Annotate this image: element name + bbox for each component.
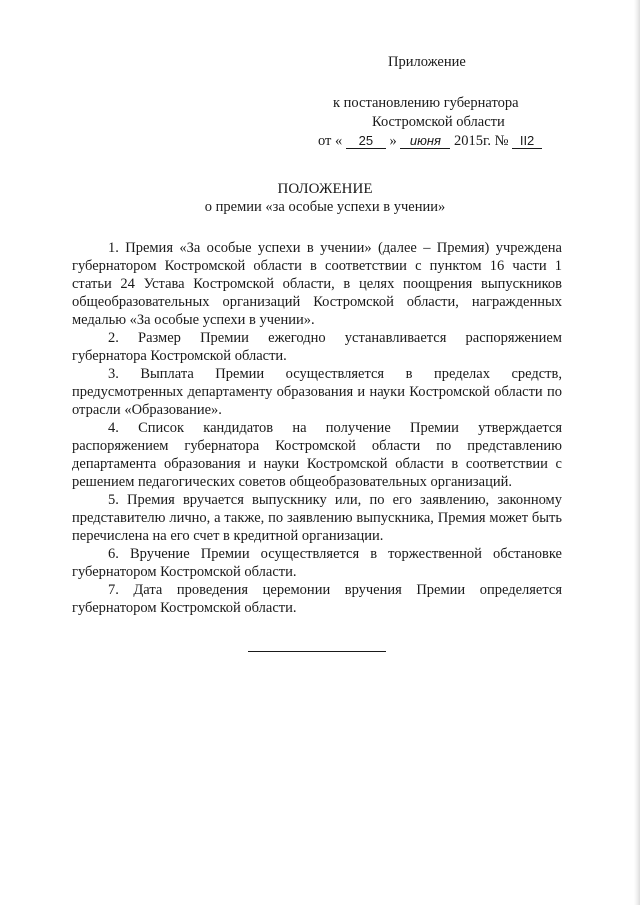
document-number: II2 <box>512 134 542 149</box>
date-mid: » <box>389 133 397 149</box>
paragraph: 5. Премия вручается выпускнику или, по его заявлению, законному представителю лично, а также, по заявлению выпускника, Премия может быть перечислена на его счет в кредитной организации. <box>72 492 562 544</box>
page-edge <box>634 0 640 905</box>
region-name: Костромской области <box>372 114 505 130</box>
document-body <box>72 239 562 617</box>
date-year: 2015г. № <box>454 133 509 149</box>
paragraph: 4. Список кандидатов на получение Премии утверждается распоряжением губернатора Костромской области по представлению департамента образования и науки Костромской области в соответствии с решением педагогических советов общеобразовательных организаций. <box>72 420 562 490</box>
paragraph: 1. Премия «За особые успехи в учении» (далее – Премия) учреждена губернатором Костромской области в соответствии с пунктом 16 части 1 статьи 24 Устава Костромской области, в целях поощрения выпускников общеобразовательных организаций Костромской области, награжденных медалью «За особые успехи в учении». <box>72 240 562 328</box>
paragraph: 2. Размер Премии ежегодно устанавливается распоряжением губернатора Костромской области. <box>72 330 562 364</box>
appendix-label: Приложение <box>388 54 466 70</box>
decree-reference: к постановлению губернатора <box>333 95 519 111</box>
date-day: 25 <box>346 134 386 149</box>
document-title: ПОЛОЖЕНИЕ <box>277 181 373 197</box>
paragraph: 7. Дата проведения церемонии вручения Премии определяется губернатором Костромской области. <box>72 582 562 616</box>
paragraph: 3. Выплата Премии осуществляется в пределах средств, предусмотренных департаменту образования и науки Костромской области по отрасли «Образование». <box>72 366 562 418</box>
date-month: июня <box>400 134 450 149</box>
date-prefix: от « <box>318 133 343 149</box>
paragraph: 6. Вручение Премии осуществляется в торжественной обстановке губернатором Костромской области. <box>72 546 562 580</box>
end-divider <box>248 651 386 652</box>
decree-date-line <box>318 133 542 149</box>
document-subtitle: о премии «за особые успехи в учении» <box>204 199 446 215</box>
